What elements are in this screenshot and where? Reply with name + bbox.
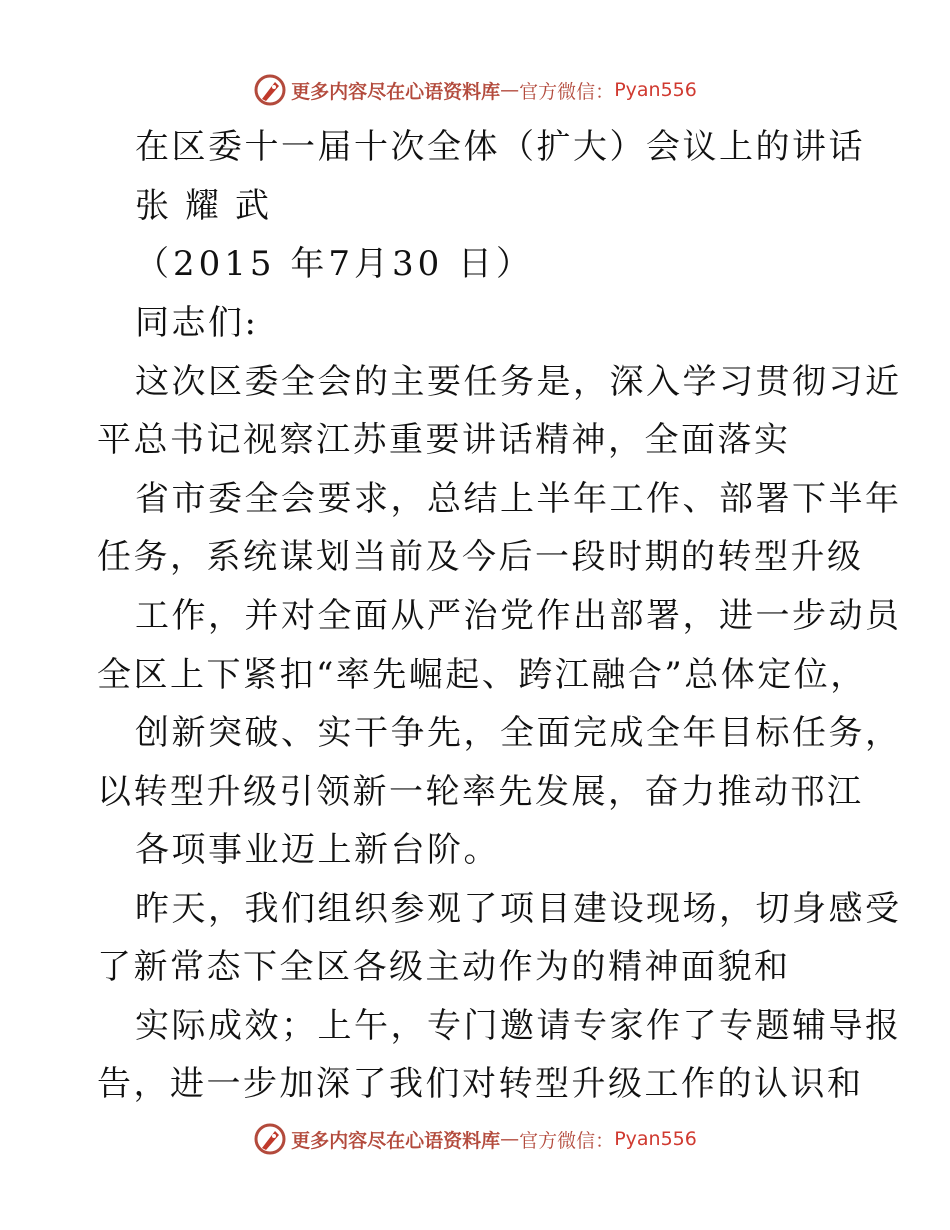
pen-nib-logo-icon	[253, 73, 287, 107]
body-line-4: 任务，系统谋划当前及今后一段时期的转型升级	[97, 537, 864, 577]
pen-nib-logo-icon	[253, 1122, 287, 1156]
document-date: （2015 年7月30 日）	[135, 244, 535, 284]
footer-banner	[0, 1119, 950, 1159]
banner-brand: 更多内容尽在心语资料库	[291, 1129, 501, 1152]
body-line-5: 工作，并对全面从严治党作出部署，进一步动员	[135, 596, 902, 636]
body-line-13: 告，进一步加深了我们对转型升级工作的认识和	[97, 1064, 864, 1104]
body-line-6: 全区上下紧扣“率先崛起、跨江融合”总体定位，	[97, 655, 867, 695]
banner-contact-label: 官方微信：	[519, 80, 615, 103]
body-line-2: 平总书记视察江苏重要讲话精神，全面落实	[97, 420, 791, 460]
banner-contact-label: 官方微信：	[519, 1129, 615, 1152]
banner-contact-id: Pyan556	[614, 79, 697, 101]
document-title: 在区委十一届十次全体（扩大）会议上的讲话	[135, 127, 865, 167]
document-salutation: 同志们:	[135, 303, 259, 343]
body-line-3: 省市委全会要求，总结上半年工作、部署下半年	[135, 479, 902, 519]
body-line-1: 这次区委全会的主要任务是，深入学习贯彻习近	[135, 362, 902, 402]
document-author: 张耀武	[135, 186, 285, 226]
banner-brand: 更多内容尽在心语资料库	[291, 80, 501, 103]
body-line-7: 创新突破、实干争先，全面完成全年目标任务，	[135, 713, 902, 753]
body-line-8: 以转型升级引领新一轮率先发展，奋力推动邗江	[97, 772, 864, 812]
banner-separator: —	[500, 1128, 520, 1150]
body-line-10: 昨天，我们组织参观了项目建设现场，切身感受	[135, 889, 902, 929]
banner-contact-id: Pyan556	[614, 1128, 697, 1150]
banner-separator: —	[500, 79, 520, 101]
body-line-11: 了新常态下全区各级主动作为的精神面貌和	[97, 947, 791, 987]
body-line-12: 实际成效；上午，专门邀请专家作了专题辅导报	[135, 1006, 902, 1046]
body-line-9: 各项事业迈上新台阶。	[135, 830, 500, 870]
header-banner	[0, 70, 950, 110]
